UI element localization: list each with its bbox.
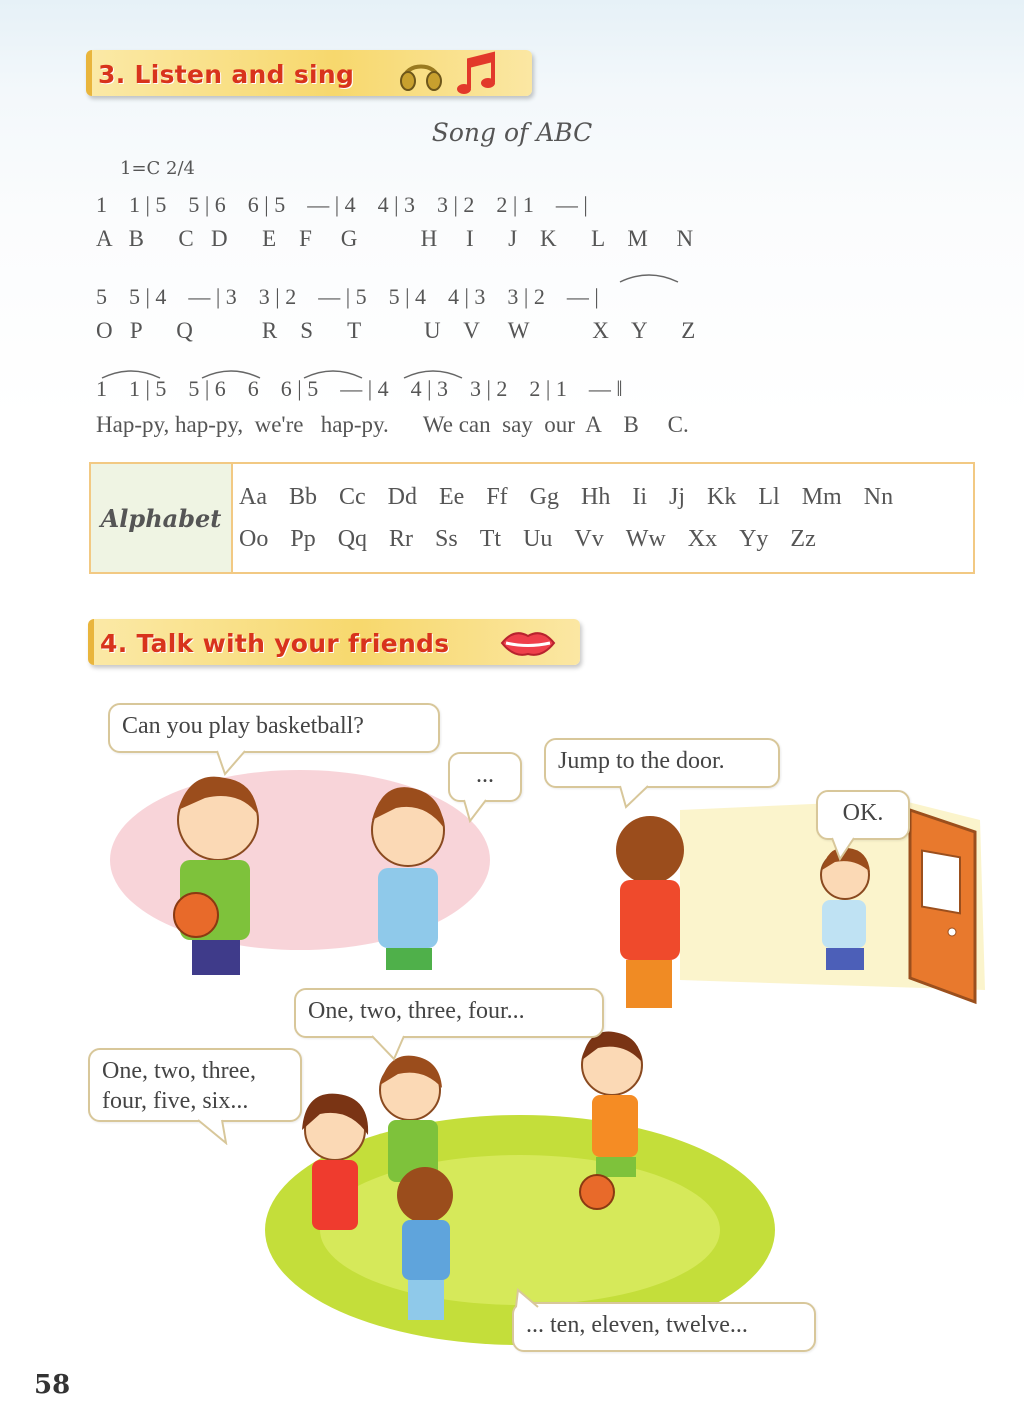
boy-blue-shirt [372,787,444,970]
speech-bubble-ellipsis: ... [448,752,522,802]
speech-bubble-ok: OK. [816,790,910,840]
alphabet-letter-pair: Yy [739,526,769,552]
alphabet-letter-pair: Zz [790,526,816,552]
speech-bubble-count-2 [88,1048,302,1122]
speech-bubble-count-2-line-2: four, five, six... [102,1088,249,1114]
speech-bubble-basketball: Can you play basketball? [108,703,440,753]
alphabet-table [89,462,975,574]
boy-red-shirt [616,816,684,1008]
bubble-tail [215,750,255,776]
alphabet-letter-pair: Ll [758,484,780,510]
alphabet-letter-pair: Vv [574,526,604,552]
alphabet-letter-pair: Cc [339,484,366,510]
song-title: Song of ABC [431,118,593,147]
boy-green-shirt-2 [380,1056,442,1182]
lips-icon [500,626,556,660]
alphabet-letter-pair: Mm [801,484,842,510]
song-notes-row-3: 1 1 | 5 5 | 6 6 6 | 5 — | 4 4 | 3 3 | 2 2 | 1 — ‖ [96,376,623,401]
boy-jumping [821,848,870,970]
speech-bubble-jump: Jump to the door. [544,738,780,788]
speech-bubble-count-3: ... ten, eleven, twelve... [512,1302,816,1352]
alphabet-letter-pair: Kk [707,484,737,510]
alphabet-letter-pair: Jj [669,484,686,510]
bubble-tail [370,1035,410,1061]
alphabet-row-1 [239,484,915,511]
music-note-icon [455,50,501,98]
song-notes-row-2: 5 5 | 4 — | 3 3 | 2 — | 5 5 | 4 4 | 3 3 | 2 — | [96,284,599,309]
song-key-signature: 1=C 2/4 [120,158,195,179]
speech-bubble-count-1: One, two, three, four... [294,988,604,1038]
bubble-tail [514,1288,544,1308]
page-number: 58 [34,1370,71,1400]
slur-mark [402,366,464,380]
slur-mark [302,366,364,380]
alphabet-letter-pair: Ww [625,526,666,552]
bubble-tail [830,837,860,861]
alphabet-letter-pair: Tt [479,526,502,552]
alphabet-letter-pair: Pp [290,526,316,552]
alphabet-letter-pair: Bb [288,484,317,510]
door [910,810,975,1002]
slur-mark [200,366,262,380]
alphabet-label: Alphabet [91,464,233,572]
section4-title: 4. Talk with your friends [100,629,450,658]
alphabet-letter-pair: Rr [389,526,414,552]
alphabet-letter-pair: Qq [337,526,368,552]
song-lyrics-row-2: O P Q R S T U V W X Y Z [96,318,696,343]
song-lyrics-row-1: A B C D E F G H I J K L M N [96,226,694,251]
alphabet-letter-pair: Gg [529,484,560,510]
alphabet-letter-pair: Dd [387,484,418,510]
slur-mark [100,366,162,380]
tie-mark [618,270,680,284]
alphabet-letter-pair: Xx [687,526,718,552]
alphabet-letter-pair: Nn [863,484,894,510]
bubble-tail [196,1119,236,1145]
alphabet-letter-pair: Hh [581,484,611,510]
alphabet-letter-pair: Aa [239,484,267,510]
bubble-tail [618,785,658,809]
alphabet-letter-pair: Uu [523,526,553,552]
song-lyrics-row-3: Hap-py, hap-py, we're hap-py. We can say our A B C. [96,412,689,437]
bubble-tail [462,799,492,823]
headphones-icon [398,54,444,94]
alphabet-letter-pair: Ff [486,484,508,510]
song-notes-row-1: 1 1 | 5 5 | 6 6 | 5 — | 4 4 | 3 3 | 2 2 | 1 — | [96,192,588,217]
alphabet-row-2 [239,526,838,553]
alphabet-letter-pair: Ii [632,484,648,510]
alphabet-letter-pair: Ss [435,526,458,552]
section3-title: 3. Listen and sing [98,60,355,89]
speech-bubble-count-2-line-1: One, two, three, [102,1058,256,1084]
alphabet-letter-pair: Ee [439,484,465,510]
alphabet-letter-pair: Oo [239,526,269,552]
